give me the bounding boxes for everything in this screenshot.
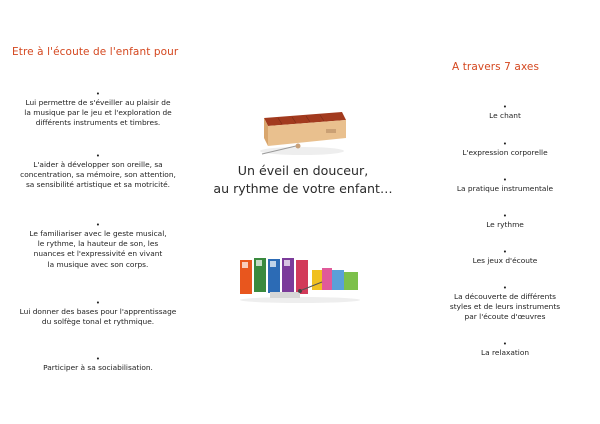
item-text: Le chant <box>489 111 521 120</box>
left-heading: Etre à l'écoute de l'enfant pour <box>12 46 179 58</box>
item-text: Lui donner des bases pour l'apprentissage du solfège tonal et rythmique. <box>19 307 177 327</box>
bullet: • <box>95 152 101 160</box>
tagline: Un éveil en douceur, au rythme de votre enfant… <box>213 163 393 196</box>
item-text: Le rythme <box>486 220 524 229</box>
right-heading: A travers 7 axes <box>452 61 540 73</box>
list-item <box>410 176 600 194</box>
bullet: • <box>502 176 508 184</box>
item-text: Le familiariser avec le geste musical, le rythme, la hauteur de son, les nuances et l'expressivité en vivant la musique avec son corps. <box>29 229 167 269</box>
item-text: Lui permettre de s'éveiller au plaisir de la musique par le jeu et l'exploration de différents instruments et timbres. <box>24 98 172 128</box>
list-item <box>410 248 600 266</box>
item-text: La découverte de différents styles et de leurs instruments par l'écoute d'œuvres <box>449 292 561 322</box>
bullet: • <box>95 299 101 307</box>
list-item <box>0 355 196 373</box>
bullet: • <box>502 248 508 256</box>
left-column <box>0 0 196 424</box>
bullet: • <box>502 284 508 292</box>
right-column <box>410 0 600 424</box>
item-text: L'aider à développer son oreille, sa concentration, sa mémoire, son attention, sa sensibilité artistique et sa motricité. <box>20 160 176 190</box>
item-text: Participer à sa sociabilisation. <box>43 363 153 372</box>
item-text: La pratique instrumentale <box>456 184 554 193</box>
bullet: • <box>95 355 101 363</box>
item-text: La relaxation <box>480 348 530 357</box>
list-item <box>410 103 600 121</box>
bullet: • <box>502 212 508 220</box>
bullet: • <box>502 340 508 348</box>
list-item <box>0 152 196 191</box>
list-item <box>0 90 196 129</box>
item-text: Les jeux d'écoute <box>472 256 538 265</box>
list-item <box>410 140 600 158</box>
item-text: L'expression corporelle <box>462 148 548 157</box>
list-item <box>0 221 196 270</box>
bullet: • <box>502 140 508 148</box>
wood-block-icon <box>258 104 348 156</box>
list-item <box>0 299 196 327</box>
center-column <box>196 0 410 424</box>
bullet: • <box>95 221 101 229</box>
colored-blocks-icon <box>236 252 364 304</box>
bullet: • <box>502 103 508 111</box>
list-item <box>410 212 600 230</box>
list-item <box>410 284 600 323</box>
list-item <box>410 340 600 358</box>
bullet: • <box>95 90 101 98</box>
